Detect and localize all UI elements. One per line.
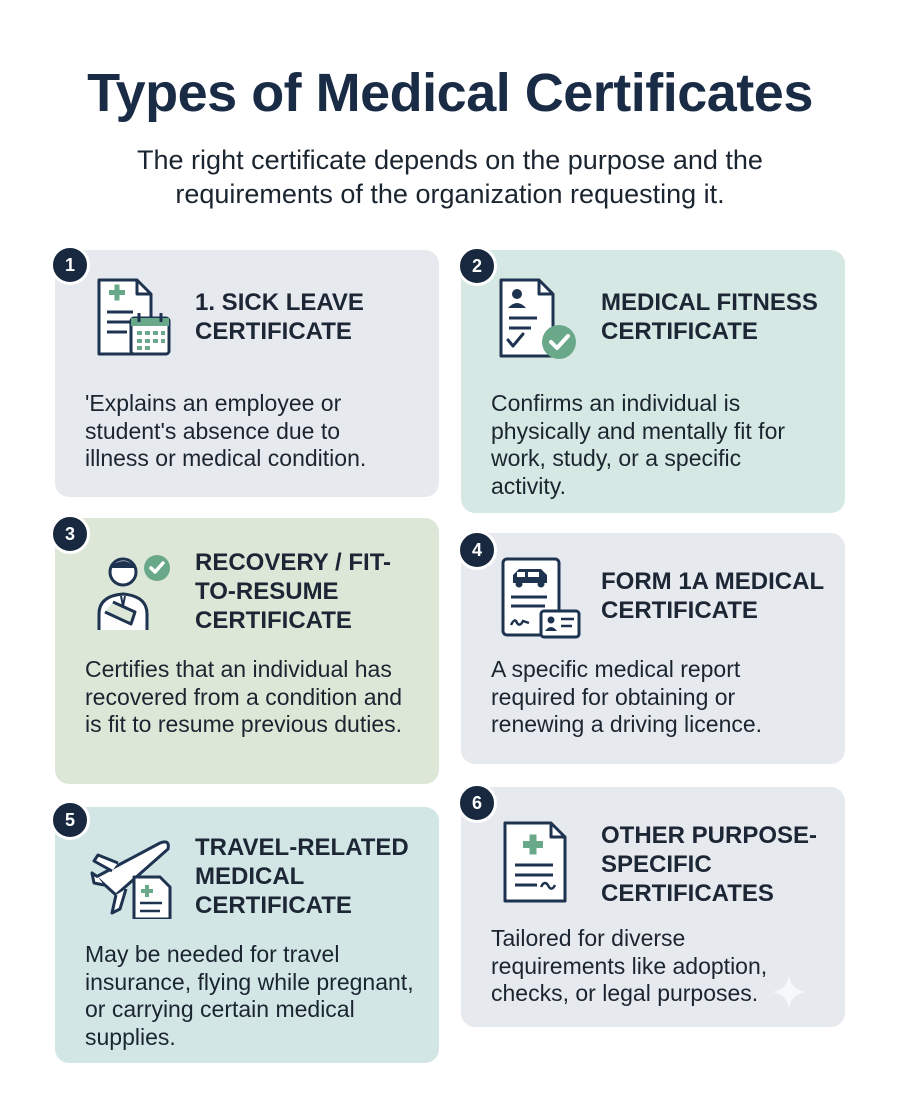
card-description: A specific medical report required for obtaining or renewing a driving licence. — [491, 656, 763, 737]
card-medical-fitness — [461, 250, 845, 513]
card-title: MEDICAL FITNESS CERTIFICATE — [601, 289, 818, 345]
medical-document-icon — [497, 819, 583, 905]
card-travel — [55, 807, 439, 1063]
car-form-id-card-icon — [497, 555, 583, 641]
card-description: Tailored for diverse requirements like adoption, checks, or legal purposes. — [491, 925, 768, 1006]
card-number-badge: 6 — [457, 783, 497, 823]
card-form-1a — [461, 533, 845, 764]
page-title: Types of Medical Certificates — [87, 63, 813, 123]
card-description: Certifies that an individual has recovered from a condition and is fit to resume previous duties. — [85, 656, 403, 737]
card-title: OTHER PURPOSE-SPECIFIC CERTIFICATES — [601, 822, 818, 907]
card-recovery — [55, 518, 439, 784]
sparkle-icon — [772, 975, 806, 1009]
profile-check-document-icon — [497, 276, 583, 362]
card-number-badge: 2 — [457, 246, 497, 286]
card-number-badge: 4 — [457, 530, 497, 570]
card-number-badge: 5 — [50, 800, 90, 840]
card-number-badge: 1 — [50, 245, 90, 285]
document-calendar-icon — [91, 276, 177, 362]
card-number-badge: 3 — [50, 514, 90, 554]
card-description: Confirms an individual is physically and mentally fit for work, study, or a specific activity. — [491, 390, 786, 499]
card-description: May be needed for travel insurance, flying while pregnant, or carrying certain medical supplies. — [85, 941, 414, 1050]
patient-sling-check-icon — [91, 550, 177, 636]
airplane-document-icon — [85, 833, 181, 919]
page-subtitle: The right certificate depends on the purpose and the requirements of the organization requesting it. — [137, 145, 763, 209]
card-title: RECOVERY / FIT-TO-RESUME CERTIFICATE — [195, 549, 392, 634]
card-sick-leave — [55, 250, 439, 497]
card-title: TRAVEL-RELATED MEDICAL CERTIFICATE — [195, 834, 409, 919]
card-title: FORM 1A MEDICAL CERTIFICATE — [601, 568, 824, 624]
card-title: 1. SICK LEAVE CERTIFICATE — [195, 289, 364, 345]
card-description: 'Explains an employee or student's absence due to illness or medical condition. — [85, 390, 367, 471]
